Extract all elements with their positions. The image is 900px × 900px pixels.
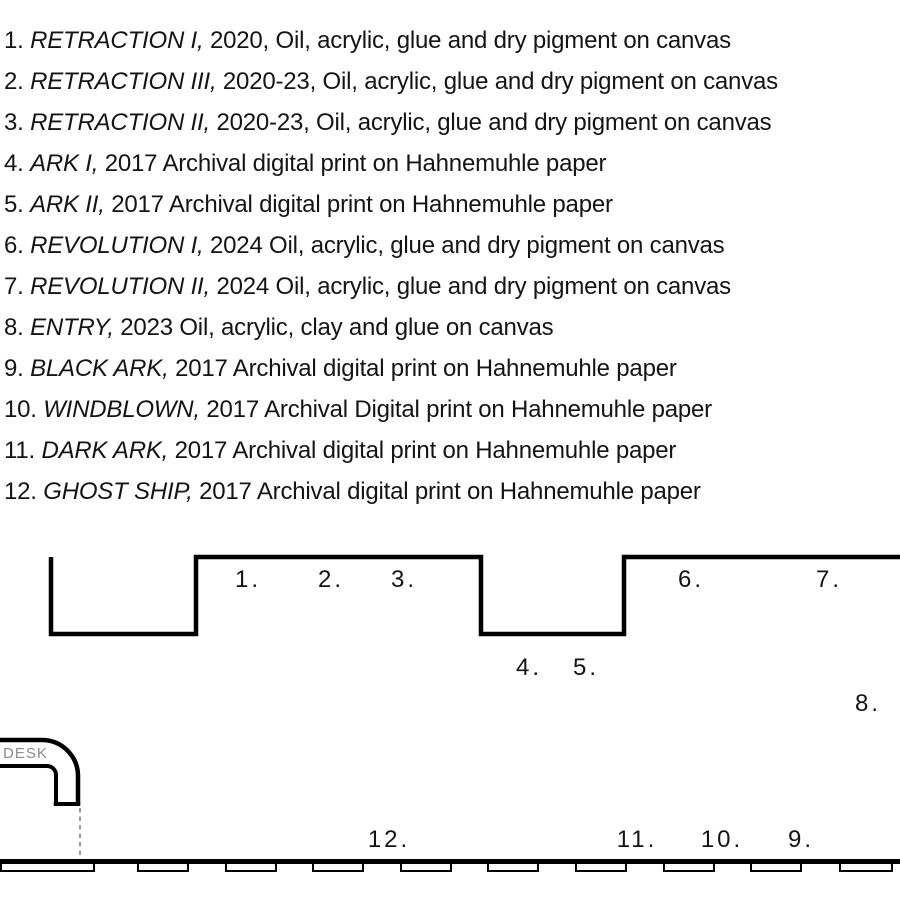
plan-marker-6: 6. <box>677 566 705 593</box>
south-wall-panel <box>226 863 276 871</box>
south-wall-panel <box>401 863 451 871</box>
artwork-details: 2024 Oil, acrylic, glue and dry pigment on canvas <box>210 232 725 259</box>
artwork-number: 8. <box>4 314 24 341</box>
artwork-details: 2017 Archival Digital print on Hahnemuhle paper <box>206 396 712 423</box>
artwork-title: REVOLUTION I, <box>30 232 204 259</box>
artwork-title: DARK ARK, <box>41 437 169 464</box>
artwork-number: 12. <box>4 478 37 505</box>
north-wall <box>51 557 900 634</box>
south-wall-panel <box>138 863 188 871</box>
artwork-title: RETRACTION III, <box>30 68 217 95</box>
artwork-number: 5. <box>4 191 24 218</box>
artwork-number: 11. <box>4 437 35 464</box>
desk-label: DESK <box>3 745 48 762</box>
south-wall-panel <box>313 863 363 871</box>
artwork-details: 2020-23, Oil, acrylic, glue and dry pigment on canvas <box>216 109 772 136</box>
artwork-number: 6. <box>4 232 24 259</box>
artwork-title: RETRACTION II, <box>30 109 210 136</box>
artwork-number: 2. <box>4 68 24 95</box>
plan-marker-9: 9. <box>787 826 815 853</box>
artwork-number: 4. <box>4 150 24 177</box>
artwork-details: 2017 Archival digital print on Hahnemuhle paper <box>174 437 677 464</box>
south-wall-panel <box>751 863 801 871</box>
artwork-details: 2024 Oil, acrylic, glue and dry pigment on canvas <box>216 273 731 300</box>
south-wall-panel <box>576 863 626 871</box>
artwork-details: 2017 Archival digital print on Hahnemuhle paper <box>111 191 613 218</box>
artwork-details: 2023 Oil, acrylic, clay and glue on canvas <box>120 314 554 341</box>
plan-marker-7: 7. <box>815 566 843 593</box>
artwork-title: REVOLUTION II, <box>30 273 210 300</box>
artwork-title: RETRACTION I, <box>30 27 204 54</box>
artwork-details: 2020-23, Oil, acrylic, glue and dry pigment on canvas <box>222 68 778 95</box>
artwork-details: 2020, Oil, acrylic, glue and dry pigment on canvas <box>209 27 731 54</box>
artwork-details: 2017 Archival digital print on Hahnemuhle paper <box>175 355 677 382</box>
artwork-number: 7. <box>4 273 24 300</box>
desk-inner-edge <box>0 766 56 804</box>
artwork-title: ARK II, <box>30 191 105 218</box>
artwork-details: 2017 Archival digital print on Hahnemuhle paper <box>104 150 607 177</box>
artwork-title: BLACK ARK, <box>30 355 169 382</box>
south-wall-panel <box>664 863 714 871</box>
artwork-title: GHOST SHIP, <box>43 478 193 505</box>
plan-marker-11: 11. <box>616 826 658 853</box>
artwork-number: 1. <box>4 27 24 54</box>
south-wall-panel <box>1 863 94 871</box>
plan-marker-8: 8. <box>854 690 882 717</box>
plan-marker-10: 10. <box>700 826 744 853</box>
south-wall-panel <box>840 863 892 871</box>
artwork-title: ENTRY, <box>30 314 114 341</box>
plan-marker-1: 1. <box>234 566 262 593</box>
artwork-title: ARK I, <box>30 150 99 177</box>
artwork-details: 2017 Archival digital print on Hahnemuhle paper <box>199 478 701 505</box>
plan-marker-4: 4. <box>515 654 543 681</box>
south-wall-panel <box>488 863 538 871</box>
plan-marker-5: 5. <box>572 654 600 681</box>
artwork-title: WINDBLOWN, <box>43 396 200 423</box>
artwork-number: 9. <box>4 355 24 382</box>
plan-marker-2: 2. <box>317 566 345 593</box>
artwork-number: 3. <box>4 109 24 136</box>
artwork-number: 10. <box>4 396 37 423</box>
plan-marker-3: 3. <box>390 566 418 593</box>
plan-marker-12: 12. <box>367 826 411 853</box>
